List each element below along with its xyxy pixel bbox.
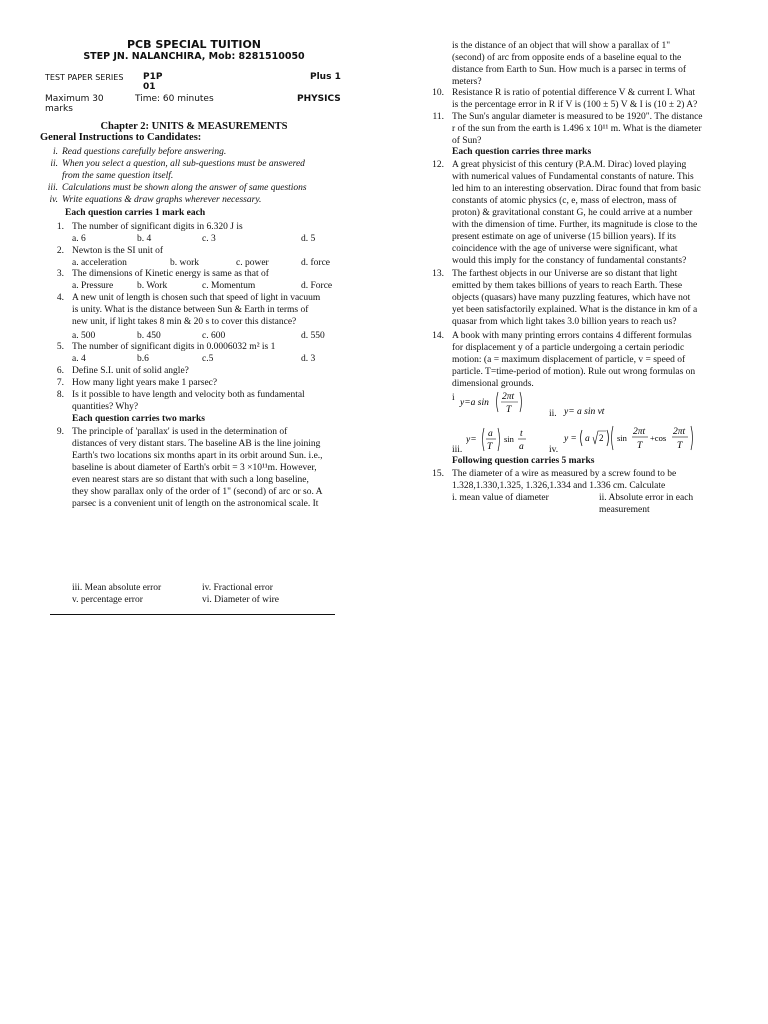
time-limit: Time: 60 minutes	[135, 94, 214, 104]
question-12: 12. A great physicist of this century (P.A.M. Dirac) loved playing with numerical values of Fundamental constants of nature. This led him to an interesting observation. Dirac found that from basic constants of atomic physics (c, e, mass of electron, mass of proton) & gravitational constant G, he could arrive at a number with the dimension of time. Further, its magnitude is close to the present estimate on age of universe (15 billion years). If its coincidence with the age of universe were significant, what would this imply for the constancy of fundamental constants?	[432, 160, 701, 266]
svg-text:y: y	[564, 434, 569, 444]
series-label: TEST PAPER SERIES	[45, 73, 124, 82]
section-heading-2-marks: Each question carries two marks	[72, 414, 205, 424]
formula-label-ii: ii.	[549, 409, 557, 419]
question-7: 7. How many light years make 1 parsec?	[56, 378, 218, 388]
instruction-item: iii. Calculations must be shown along the answer of same questions	[47, 183, 307, 193]
formula-i	[458, 388, 528, 416]
question-15-parts-row2: v. percentage error vi. Diameter of wire	[72, 595, 280, 605]
svg-text:t: t	[520, 429, 523, 439]
subject-label: PHYSICS	[297, 94, 341, 104]
formula-iv	[562, 422, 702, 454]
question-9: 9. The principle of 'parallax' is used in the determination of distances of very distant stars. The baseline AB is the line joining Earth's two locations six months apart in its orbit around Sun. i.e., baseline is about diameter of Earth's orbit = 3 ×10¹¹m. However, even nearest stars are so distant that with such a long baseline, they show parallax only of the order of 1" (second) of arc or so. A parsec is a convenient unit of length on the astronomical scale. It	[56, 427, 323, 509]
svg-text:sin: sin	[504, 434, 514, 444]
formula-label-iii: iii.	[452, 445, 463, 455]
class-label: Plus 1	[310, 72, 341, 82]
formula-iii	[466, 424, 536, 454]
question-9-continued: is the distance of an object that will show a parallax of 1" (second) of arc from opposite ends of a baseline equal to the distance from Earth to Sun. How much is a parsec in terms of meters?	[452, 41, 687, 87]
question-11: 11. The Sun's angular diameter is measured to be 1920". The distance r of the sun from the earth is 1.496 x 10¹¹ m. What is the diameter of Sun?	[432, 112, 703, 146]
svg-text:a: a	[488, 429, 493, 439]
question-1-options: a. 6 b. 4 c. 3 d. 5	[72, 234, 316, 244]
question-15-parts-top: i. mean value of diameter ii. Absolute error in each measurement	[452, 493, 694, 515]
instruction-item: i. Read questions carefully before answering.	[52, 147, 227, 157]
chapter-title: Chapter 2: UNITS & MEASUREMENTS	[100, 121, 288, 132]
svg-text:T: T	[487, 442, 493, 452]
question-3: 3. The dimensions of Kinetic energy is same as that of	[56, 269, 269, 279]
svg-text:a: a	[585, 434, 590, 444]
svg-text:T: T	[637, 441, 643, 451]
svg-text:2πt: 2πt	[673, 427, 686, 437]
question-15: 15. The diameter of a wire as measured by a screw found to be 1.328,1.330,1.325, 1.326,1.334 and 1.336 cm. Calculate	[432, 469, 677, 491]
instruction-item: iv. Write equations & draw graphs wherever necessary.	[49, 195, 262, 205]
svg-text:2πt: 2πt	[502, 392, 515, 402]
question-3-options: a. Pressure b. Work c. Momentum d. Force	[72, 281, 333, 291]
svg-text:y=: y=	[466, 435, 477, 445]
formula-label-iv: iv.	[549, 445, 559, 455]
instruction-list	[40, 146, 350, 206]
svg-text:a: a	[519, 442, 524, 452]
svg-text:2πt: 2πt	[633, 427, 646, 437]
end-rule	[50, 614, 335, 615]
formula-ii	[562, 402, 622, 418]
section-heading-5-marks: Following question carries 5 marks	[452, 456, 595, 466]
question-5-options: a. 4 b.6 c.5 d. 3	[72, 354, 316, 364]
question-10: 10. Resistance R is ratio of potential difference V & current I. What is the percentage error in R if V is (100 ± 5) V & I is (10 ± 2) A?	[432, 88, 698, 110]
instruction-item: from the same question itself.	[62, 171, 174, 181]
formula-label-i: i	[452, 393, 455, 403]
institute-address: STEP JN. NALANCHIRA, Mob: 8281510050	[83, 51, 305, 62]
svg-text:=: =	[571, 434, 577, 444]
question-4: 4. A new unit of length is chosen such that speed of light in vacuum is unity. What is the distance between Sun & Earth in terms of new unit, if light takes 8 min & 20 s to cover this distance?	[56, 293, 321, 327]
svg-text:2: 2	[599, 433, 604, 443]
question-13: 13. The farthest objects in our Universe are so distant that light emitted by them takes billions of years to reach Earth. These objects (quasars) have many puzzling features, which have not yet been satisfactorily explained. What is the distance in km of a quasar from which light takes 3.0 billion years to reach us?	[432, 269, 698, 327]
question-2: 2. Newton is the SI unit of	[56, 246, 164, 256]
question-1: 1. The number of significant digits in 6.320 J is	[56, 222, 243, 232]
svg-text:+cos: +cos	[650, 433, 667, 443]
svg-text:T: T	[677, 441, 683, 451]
question-2-options: a. acceleration b. work c. power d. force	[72, 258, 331, 268]
section-heading-1-mark: Each question carries 1 mark each	[65, 208, 206, 218]
question-6: 6. Define S.I. unit of solid angle?	[56, 366, 189, 376]
svg-text:y=a sin: y=a sin	[460, 398, 489, 408]
svg-text:y= a sin vt: y= a sin vt	[564, 407, 605, 417]
question-14: 14. A book with many printing errors contains 4 different formulas for displacement y of a particle undergoing a certain periodic motion: (a = maximum displacement of particle, v = speed of particle. T=time-period of motion). Rule out wrong formulas on dimensional grounds.	[432, 331, 696, 389]
svg-text:T: T	[506, 405, 512, 415]
question-4-options: a. 500 b. 450 c. 600 d. 550	[72, 331, 325, 341]
section-heading-3-marks: Each question carries three marks	[452, 147, 592, 157]
max-marks: Maximum 30 marks	[45, 94, 104, 114]
paper-code: P1P 01	[143, 72, 163, 92]
question-5: 5. The number of significant digits in 0.0006032 m² is 1	[56, 342, 276, 352]
svg-text:sin: sin	[617, 433, 627, 443]
question-15-parts-row1: iii. Mean absolute error iv. Fractional error	[72, 583, 273, 593]
institute-title: PCB SPECIAL TUITION	[126, 38, 262, 51]
instructions-title: General Instructions to Candidates:	[40, 132, 202, 143]
instruction-item: ii. When you select a question, all sub-questions must be answered	[50, 159, 305, 169]
question-8: 8. Is it possible to have length and velocity both as fundamental quantities? Why?	[56, 390, 305, 412]
